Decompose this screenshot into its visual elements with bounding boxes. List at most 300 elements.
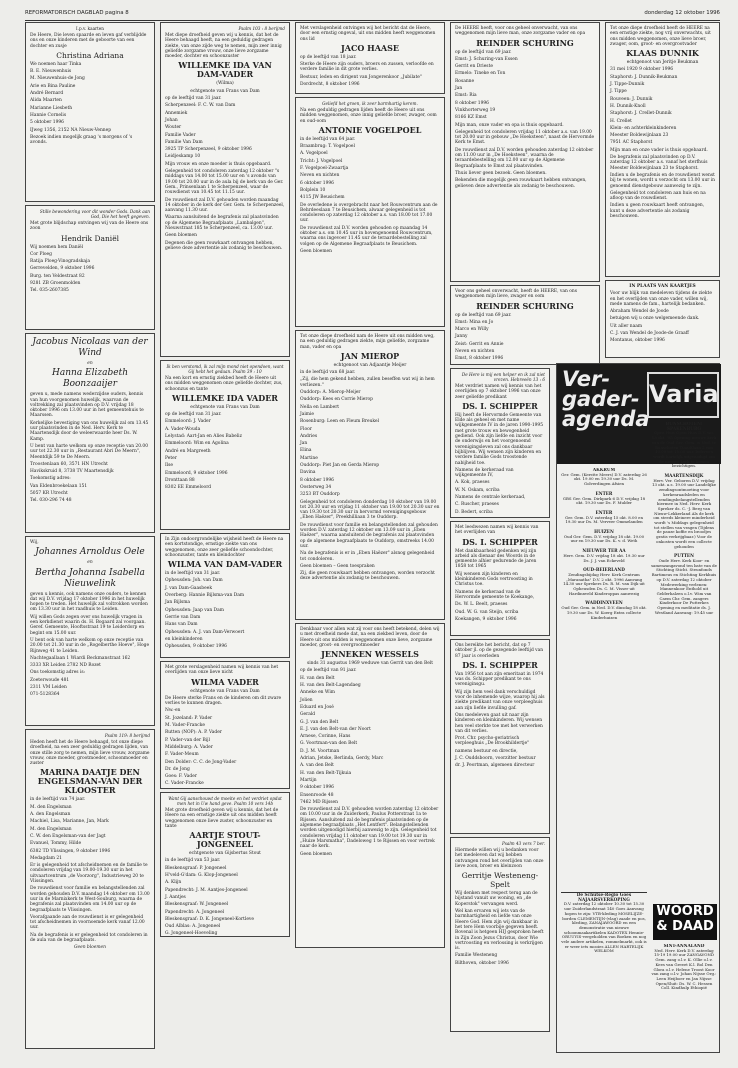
ad-line: Na de begrafenis is er gelegenheid tot condoleren in de aula van de begraafplaats. [30,932,148,944]
agenda-bottom-right [651,944,717,1050]
ad-line: namens bestuur en directie, [455,748,518,754]
ad-line: Overberg: Hannie Bijlsma-van Dam [165,593,245,599]
ad-line: Davina [300,470,316,476]
ad-line: Nachtegaallaan 1 Wiardi Beckmanstraat 162 [30,655,131,661]
ad-line: Gelegenheid tot condoleren vrijdag 11 oktober a.s. van 19.00 tot 20.00 uur in gebouw „De Hoeksteen", naast de Hervormde Kerk te Emst. [455,129,595,146]
ad-line: Alida Maarten [30,98,62,104]
ad-family [165,578,285,642]
ad-line: Floor [300,426,312,432]
ad-line: Er is gelegenheid tot afscheidnemen en de familie te condoleren vrijdag van 19.00-19.30 uur in het uitvaartcentrum „de Voorzorg", Industrieweg 20 te Vlissingen. [30,863,148,885]
ad-name: JENNEKEN WESSELS [321,649,419,660]
ad-line: Mijn vrouw en onze moeder is thuis opgebaard. [165,161,272,167]
ad-line: Rouveen: J. Dunnik [610,96,653,102]
ad-line: geven u, mede namens wederzijdse ouders, kennis van hun voorgenomen huwelijk, waarvan de voltrekking zal plaatsvinden op D.V. vrijdag 18 oktober 1996 om 13.00 uur in het gemeentehuis te Maarssen. [30,392,144,419]
agenda-item-head: HUIZEN [594,529,614,535]
ad-line: Gelegenheid tot condoleren aan huis en na afloop van de rouwdienst. [610,190,706,202]
ad-line: Marco en Willy [455,327,489,333]
ad-line: geven u kennis, ook namens onze ouders, te kennen dat wij D.V. vrijdag 17 oktober 1996 in het huwelijk hopen te treden. Het huwelijk zal voltrokken worden om 13.30 uur in het raadhuis te Leiden. [30,591,148,613]
birth-ad-christina [25,22,155,202]
ad-line: Martijn [300,777,317,783]
woord-en-daad-logo: WOORD & DAAD [653,904,717,940]
ad-line: Zoeterwoude 481 [30,677,70,683]
column-2 [160,22,290,940]
ad-line: De begrafenis zal plaatsvinden op D.V. zaterdag 12 oktober a.s. vanaf het sterfhuis Meester Boldewijnlaan 23 te Staphorst. [610,155,708,171]
ad-line: Gelegenheid tot condoleren zaterdag 12 oktober "s middags van 14.00 tot 15.00 uur en 's avonds van 19.00 tot 20.00 uur in de aula bij de kerk van de Ger. Gem., Prinsenlaan 1 te Scherpenzeel, waar de rouwdienst van 10.45 tot 11.15 uur. [165,169,284,196]
death-ad-dunnik [605,22,720,277]
ad-nickname: We noemen haar Tinka [30,61,82,67]
ad-line: Uit aller naam [610,323,643,329]
ad-name: REINDER SCHURING [476,300,574,311]
ad-line: Gerrevelden, 9 oktober 1996 [30,266,95,272]
ad-family [455,320,595,354]
ad-line: Ensenroode 48 [300,792,334,798]
ad-line: H. Dunnik-Knoll [610,103,646,109]
ad-line: D. J. M. Voortman [300,748,340,754]
ad-line: Emst: Ria [455,93,477,99]
ad-line: Braambrug: T. Vogelpoel [300,144,355,150]
ad-line: Gelegenheid tot condoleren donderdag 10 oktober van 19.00 tot 20.30 uur en vrijdag 11 oktober van 19.00 tot 20.30 uur en van 19.30 tot 20.30 uur in hervormd verenigingsgebouw „Eben Haëzer", Preekhilliaan 3 te Ouddorp. [300,499,440,521]
ad-line: dr. J. Peortman, algemeen directeur [455,763,535,769]
ad-line: Waarna aansluitend de begrafenis zal plaatsvinden op de Algemene Begraafplaats „Lambalgen", Nieuwstraat 185 te Scherpenzeel, ca. 13.00 uur. [165,215,279,232]
ad-line: St. Jozeland: P. Vader [165,715,213,721]
ad-name: DS. I. SCHIPPER [462,400,538,411]
agenda-item-head: ENTER [595,490,613,496]
ad-name: MARINA DAATJE DEN ENGELSMAN-VAN DER KLOOSTER [37,767,143,796]
ad-lines [30,392,150,503]
ad-line: Evanuel, Tommy, Hilde [30,841,82,847]
agenda-item-body: Oude Herv. Kerk Koor- en samenzangavond ten bate van de Stichting Sticht. Steunfonds Bartimeus en Stichting Kerkhuis op D.V. zaterdag 12 oktober Medewerking verlenen: Mannenkoor Enthold uit Gelderhalzen o.l.v. Wim van Caem Chr. Gem. zangers Kinderkoor De Putterkes Opening en meditatie ds. J. Westland Aanvang: 19.45 uur [651,557,717,615]
ad-line: Ons medeleven gaat uit naar zijn kinderen en kleinkinderen. Wij wensen hen veel sterkte toe met het verwerken van dit verlies. [455,712,543,734]
ad-intro: De Heere, Die leven spaarde en leven gaf verblijdde ons en onze kinderen met de geboorte van een dochter en zusje [30,33,147,49]
ad-verse: De Here is mij een helper en ik zal niet vrezen. Hebreeën 13 : 6 [461,372,545,382]
page-header [25,8,720,21]
ad-name: WILLEMKE IDA VAN DAM-VADER [178,60,272,80]
agenda-item-body: Zendingsbijdag Herv. Kerk Centrum „Maranatha" D.V. 2 okt. 1996 Aanvang 14.30 uur Sprekers Ds. R. M. van Dijk uit Opheusden Ds. C. M. Visser uit Hardinxveld Kinderoppas aanwezig [563,571,645,596]
ad-line: G. J. van den Belt [300,719,339,725]
ad-name: DS. I. SCHIPPER [462,536,538,547]
ad-line: Geen bloemen [165,233,197,239]
ad-line: Opheusden: Joh. van Dam [165,578,223,584]
ad-line: 8302 EE Emmeloord [165,485,212,491]
ad-top-line: Wij, [30,540,39,545]
and-text: en [87,361,93,366]
ad-line: H'veld-G'dam: G. Klop-Jongeneel [165,873,238,879]
agenda-left-column [561,468,647,888]
ad-line: 7951 AC Staphorst [610,140,653,146]
ad-line: Thuis liever geen bezoek. Geen bloemen. [455,170,547,176]
ad-line: A. Vogelpoel [300,151,328,157]
ad-name: KLAAS DUNNIK [626,48,699,59]
ad-line: 9281 ZB Groenmolden [30,281,81,287]
death-ad-stout-jongeneel [160,792,290,937]
ad-intro: Ons bereikte het bericht, dat op 7 oktober jl. op de gezegende leeftijd van 87 jaar is overleden [455,643,544,659]
wedding-ad-oele [25,536,155,726]
ad-age: op de leeftijd van 18 jaar. [300,54,357,60]
agenda-item-body: Ned. Herv. Kerk D.V. zaterdag 15-19 19.00 uur ZANGAVOND Gem. zang o.l.v. K. Ollie o.l.v. Kees van Greeet K.l. Bol Den Glora o.l.v. Helene Troost Koor van zang o.l.v. Johan Nijsse Org.: Leen Heijboer en Jan Nijsse Open/Sluit: Ds. W. C. Hessen Coll. Kindhulp Ethiopië [651,947,717,991]
ad-line: Janny [455,334,468,340]
ad-line: Geen bloemen [300,851,332,857]
ad-age: 31 mei 1920 9 oktober 1996 [610,67,674,73]
ad-line: Peter [165,455,177,461]
agenda-title: Ver-gader-agenda [562,367,650,431]
agenda-item-head: BUNSCHOTEN/ SPAKENBURG [665,422,703,431]
ad-line: Jaimie [300,411,314,417]
ad-footer: Geen bloemen [74,945,106,951]
agenda-item-body: Ger. Gem. (Kerstte Meers) D.V. zaterdag 26 okt. 19.00 en 19.30 uur Ds. M. Golverdingen Afsien [561,471,647,487]
ad-line: Eduard en José [300,704,334,710]
ad-line: Bilthoven, oktober 1996 [455,960,509,966]
ad-line: Meester Boldewijnlaan 23 [610,133,669,139]
death-ad-willemke-vader [160,360,290,530]
ad-line: Adrian, Jetske, Berlinda, Gerdy, Marc [300,756,384,762]
ad-place: Emst, 8 oktober 1996 [455,356,504,362]
agenda-item-head: NIEUWER TER AA [582,548,626,554]
ad-name: WILMA VADER [191,676,259,687]
agenda-item [651,474,717,549]
agenda-item [651,422,717,469]
birth-ad-hendrik [25,205,155,330]
ad-line: De rouwdienst voor familie en belangstellenden zal gehouden worden D.V. zaterdag 12 oktober om 13.09 uur in „Eben Haëzer", waarna aansluitend de begrafenis zal plaatsvinden op de algemene begraafplaats te Ouddorp, omstreeks 14.00 uur. [300,522,438,549]
agenda-bottom-left [561,892,647,1051]
bride-name: Hanna Elizabeth Boonzaaijer [52,368,128,390]
ad-line: Gerrie van Dam [165,614,201,620]
ad-intro: Tot onze diepe droefheid heeft de HEERE na een ernstige ziekte, nog vrij onverwachts, uit ons midden weggenomen, onze lieve broer, zwager, oom, groot- en overgrootvader [610,26,711,47]
ad-name: DS. I. SCHIPPER [462,659,538,670]
ad-line: Andries [300,433,318,439]
agenda-item-body: Open Huis Open Huis D.V. wo. 13 okt. '95 Opening nieuwe kerk van de Oud Ger. Gem. in Ned. te Bunschoten Tuindtlaan 2 van 10.00 tot 15.00 uur. Iedereen wordt hartelijk uitgenodigd om de nieuwe kerk te komen bezichtigen. [651,430,717,469]
column-4-lower [450,368,550,1035]
ad-line: Neven en nichten [455,349,495,355]
ad-line: Arnese, Corinne, Hans [300,734,351,740]
ad-line: Ermelo: Tineke en Ton [455,71,506,77]
ad-age: in de leeftijd van 68 jaar. [300,370,356,376]
ad-line: A. Vader-Wouda [165,426,201,432]
ad-line: Jolien [300,697,313,703]
agenda-item-head: SINT-ANNALAND [663,944,705,948]
ad-family [300,144,440,178]
ad-line: Sterke de Heere zijn ouders, broers en zussen, verloofde en verdere familie in dit grote verlies. [300,62,434,73]
ad-line: M. den Engelsman [30,804,72,810]
ad-intro: Met diepe droefheid geven wij u kennis, dat het de Heere behaagd heeft, na een geduldig gedragen ziekte, van onze zijde weg te nemen, mijn zeer innig geliefde zorgzame vrouw, onze lieve zorgzame moeder, dochter en schoonzuster [165,33,282,60]
ad-age: op de leeftijd van 69 jaar. [455,49,512,55]
ad-line: Jan Bijlsma [165,600,191,606]
ad-line: Opheusden: A. J. van Dam-Verwoert [165,629,245,635]
agenda-item-head: ENTER [595,509,613,515]
ad-line: M. Nieuwenhuis-de Jong [30,76,85,82]
ad-line: Den Dolder: C. C. de Jong-Vader [165,759,237,765]
ad-line: M. Vader-Francke [165,723,205,729]
agenda-item-head: OUD-BEIERLAND [583,567,625,573]
ad-line [455,517,545,518]
ad-line: B. E. Nieuwenhuis [30,69,72,75]
header-right: donderdag 12 oktober 1996 [644,10,720,16]
ad-line: W. N. Oskam, scriba [455,487,500,493]
ad-line: en kleinkinderen [165,636,203,642]
ad-line: A. Kok, praeses [455,480,490,486]
ad-line: H. van den Belt-Tijkuia [300,770,352,776]
ad-line: Ouddorp: Piet Jan en Gerda Mierop [300,463,380,469]
agenda-item-body: Oud Ger. Gem. in Ned. D.V. dinsdag 18 okt. 19.30 uur Ds. W. Koerg Extra collecte Kinderhuizen [561,605,647,620]
ad-line: Bleskensgraaf: D. K. Jongeneel-Kortleve [165,916,254,922]
ad-line: Opheusden: Jaap van Dam [165,607,224,613]
agenda-item-body: Herv. Ver. Geboren D.V. vrijdag 13 okt. a.s. 19.00 uur Landelijke zendingsontmoeting voor kerkenraadsleden en zendingsbelangstellenden hiermee in Ned. Herv. Kerk Spreker ds. C. -J. Berg van Nieuw-Lekkerland Als de kerk om steeds kleinere minderheid wordt 's Middags gelegenheid tot stellen van vragen (Tijdens de pauze koffie en broodjes gratis verkrijgbaar.) Voor de onkosten wordt een collecte gehouden [652,477,716,549]
ad-line: Elina [300,448,312,454]
ad-line: Machiel, Lisa, Marianne, Jan, Mark [30,819,109,825]
agenda-item [561,511,647,525]
ad-line: Indien u de begrafenis en de rouwdienst wenst bij te wonen, wordt u verzocht om 13.00 uur in genoemd dienstgebouw aanwezig te zijn. [610,172,716,189]
ad-line: 9 oktober 1996 [300,785,334,791]
ad-line: G. Voortman-van den Belt [300,741,358,747]
ad-line: Familie Van Dam [165,139,203,145]
ad-lines [455,413,545,518]
ad-line: Staphorst: J. Dunnik-Beukman [610,74,678,80]
ad-lines [610,133,715,219]
ad-line: 8 oktober 1996 [300,477,334,483]
ad-line: Prot. Chr. psycho-geriatrisch verpleeghuis „De Brookhildertje" [455,736,530,747]
ad-line: E. J. van den Belt-van der Noort [300,726,371,732]
ad-line: 8 oktober 1996 [455,100,489,106]
ad-family [165,419,285,490]
death-ad-wilma-vader [160,661,290,789]
agenda-item-body: Ger. Gem. D.V. zaterdag 15 okt. 8.00 en 19.30 uur Ds. M. Verveer Ommelanden [565,514,643,525]
ad-line: Ouddorp: A. Mierop-Meijer [300,390,361,396]
ad-age: op de leeftijd van 91 jaar. [300,668,357,674]
ad-line: Kerkelijke bevestiging van ons huwelijk zal om 13.45 uur plaatsvinden in de Ned. Herv. Kerk te Maartensdijk door de weleerwaarde heer Ds. W. Kamp. [30,420,149,442]
ad-line: H. van den Belt-Lagendaeg [300,683,361,689]
ad-line: Scherpenzeel: F. C. W. van Dam [165,103,236,109]
ad-name: Christina Adriana [56,50,124,60]
ad-line: Goes: F. Vader [165,774,197,780]
wedding-ad-van-der-wind [25,333,155,533]
column-4 [450,22,600,368]
agenda-item [561,530,647,544]
ad-line: Mijn man, onze vader en opa is thuis opgebaard. [455,122,564,128]
ad-verse: Geliefd het groen, ik zeer barmhartig kerem. [322,101,418,106]
ad-verse: Ik ben verstomd, ik zal mijn mond niet opendoen, want Gij hebt het gedaan. Psalm 39 : 10 [166,364,284,374]
ad-age: in de leeftijd van 74 jaar. [30,797,86,803]
ad-line: Oud Alblas: A. Jongeneel [165,924,221,930]
ad-lines [455,549,545,623]
ad-family [30,805,150,847]
agenda-item-head: De Schutse-Regio Goes NAJAARSVERKOPING [576,892,632,902]
ad-line: Wij willen Gods zegen over ons huwelijk vragen in een kerkdienst waarin ds. H. Bogaard zal voorgaan. Geref. Gemeente, Hooftsstraat 19 te Leiderdorp en begint om 15.00 uur. [30,614,146,636]
death-ad-van-dam-vader [160,22,290,357]
ad-name: Gerritje Westeneng-Spelt [461,871,539,890]
ad-age: op de leeftijd van 31 jaar. [165,412,222,418]
ad-line: G. Jongeneel-Hoeveling [165,931,218,937]
ad-line: Dordrecht, 8 oktober 1996 [300,82,360,88]
ad-spouse: echtgenote van Gijsbertus Stout [189,851,261,857]
ad-intro: Voor uw blijk van medeleven tijdens de ziekte en het overlijden van onze vader, willen wij, mede namens de fam., hartelijk bedanken. [610,291,712,307]
ad-line: Neven en nichten [300,173,340,179]
ad-line: Jan [455,86,463,92]
ad-line: betuigen wij u onze welgemeende dank. [610,316,700,322]
ad-line: Papendrecht: A. Jongeneel [165,909,225,915]
ad-line: 3253 BT Ouddorp [300,492,340,498]
ad-line: Dronttaan 88 [165,477,195,483]
ad-line: A. den Engelsman [30,812,71,818]
ad-line: Gerrit en Drieste [455,64,493,70]
ad-line: Na de begrafenis is er in „Eben Haëzer" alsnog gelegenheid tot condoleren. [300,551,435,562]
ad-family [455,57,595,99]
ad-age: in de leeftijd van 64 jaar. [300,136,356,142]
ad-line: Familie Westeneng [455,953,498,959]
ad-lines [455,101,595,189]
ad-line: Havikskruid 8, 3738 TV Maartensdijk [30,469,114,475]
ad-nickname: (Wilma) [216,81,234,87]
ad-line: Emst: Mina en Jo [455,319,494,325]
ad-line: André en Margreeth [165,448,211,454]
ad-line: Hij heeft de Hervormde Gemeente van Elde als geheel en met name wijkgemeente IV in de jaren 1990-1995 met grote trouw en bewogenheid gediend. Ook zijn liefde en inzicht voor de onderwijs en het voorgenoemd verenigingsleven zal ons dankbaar bijblijven. Wij wensen zijn kinderen en verdere familie Gods troostende nabijheid toe. [455,412,544,466]
ad-line: André Bernard [30,91,64,97]
ad-place: Opheusden, 9 oktober 1996 [165,644,227,650]
column-5 [605,22,720,361]
ad-line: Arie en Bina Pauline [30,83,76,89]
ad-line: Bestuur, leden en dirigent van Jongerenkoor „Jubilate" [300,74,422,80]
ad-intro: Na een kort en ernstig ziekbed heeft de Heere uit ons midden weggenomen onze geliefde dochter, zus, schoonzus en tante [165,376,283,392]
ad-line: J. van Dam-Gaasbeek [165,585,212,591]
ad-line: Middelburg: A. Vader [165,744,213,750]
ad-line: De Heere sterke Frans en de kinderen om dit zware verlies te kunnen dragen. [165,695,282,707]
ad-intro: Denkbaar voor allen wat zij voor ons heeft betekend, delen wij u met droefheid mede dat, na een ziekbed leven, door de Heere uit ons midden is weggenomen onze lieve, zorgzame moeder, groot- en overgrootmoeder [300,627,440,648]
agenda-item [561,468,647,487]
thanks-ad-westeneng [450,837,550,1032]
death-ad-schipper-verpleeghuis [450,639,550,834]
ad-line: De rouwdienst zal D.V. worden gehouden zaterdag 12 oktober om 11.00 uur in „De Hoeksteen", waarna de teraardebestelling om 12.00 uur op de Algemene Begraafplaats te Emst zal plaatsvinden. [455,147,594,169]
death-ad-den-engelsman [25,729,155,1049]
agenda-item [561,568,647,596]
ad-line: Hans van Dam [165,622,198,628]
agenda-item-body: Oud Ger. Gem. D.V. vrijdag 18 okt. 19.00 uur en 19.30 uur Ds. K. v. d. Weth [563,533,645,544]
column-1 [25,22,155,1052]
ad-intro: Hiermede willen wij u bedanken voor het medeleven dat wij hebben ontvangen rond het overlijden van onze lieve zoon, broer en kleinzoon [455,848,544,869]
ad-line: Emmeloord: Wim en Agolina [165,441,229,447]
ad-line: Johan [165,117,178,123]
agenda-item-body: D.V. zaterdag 12 oktober 10.30 tot 15.30 uur Zuiderlandstraat 140 Goes Aanvang hopen te zijn: VTB-kleding MOSELIJZE-borden CLEMENTIJN-(vlag) zaade en pos, kleding, ZANAJAWOORD en een demonstratie van nieuwe schoonmaakartikelen KADOTEX Hennie-ORUUYIS-vergeholden van Boeken en nog vele andere artikelen, rommelmarkt, ook is er weer iets mooies ALLEN HARTELIJK WELKOM [561,901,647,954]
ad-line: De rouwdienst zal D.V. gehouden worden zaterdag 12 oktober om 10.00 uur in de Zuiderkerk, Paulus Potterstraat 1a te Rijssen. Aansluitend zal de begrafenis plaatsvinden op de algemene begraafplaats „Het Lentfert". Belangstellenden worden uitgenodigd hierbij aanwezig te zijn. Gelegenheid tot condoleren vrijdag 11 oktober van 19.00 tot 19.30 uur in „Huize Marsmatha", Dadeloweg 1 te Rijssen en voor vertrek naar de kerk. [300,807,439,850]
ad-line: Rutten (NOP): A. P. Vader [165,730,222,736]
ad-lines [300,181,440,255]
ad-lines [300,377,440,581]
death-ad-wilma-van-dam [160,533,290,658]
ad-line: Namens de kerkeraad van de Hervormde gemeente te Koekange, [455,589,535,600]
ad-line: Troostenlaan 60, 3571 HN Utrecht [30,461,108,467]
ad-intro: Tot onze diepe droefheid nam de Heere uit ons midden weg, na een geduldig gedragen ziekte, mijn geliefde, zorgzame man, vader en opa [300,334,435,350]
ad-line: Papendrecht: J. M. Aantjes-Jongeneel [165,887,248,893]
death-ad-jan-mierop [295,330,445,620]
ad-intro: Met grote blijdschap ontvingen wij van de Heere ons zoon [30,221,149,232]
agenda-item-body: Herv. Gem. D.V. vrijdag 18 okt. 19.30 uur Ds. J. J. van Eckeveld [563,552,645,563]
agenda-item-head: MAARTENSDIJK [664,473,704,479]
ad-line: Wel kan ervaren wij iets van de barmhartigheid en liefde van onze Heere God. Hem zijn wij dankbaar in het tere Hem voorbije gegeven heeft. Bovenal is hetgeen HIJ gesproken heeft in Zijn Zoon Jezus Christus, door Wie vertroosting en verlossing is verkrijgen is. [455,909,544,952]
death-ad-schipper-ede [450,368,550,518]
ad-age: op de leeftijd van 31 jaar. [165,96,222,102]
ad-line: Abraham Wendel de Joode [610,309,669,315]
ad-line: C. Vader-Francke [165,781,204,787]
ad-line: Nella en Lambert [300,404,340,410]
ad-line: C. W. den Engelsman-van der Jagt [30,833,106,839]
ad-lines [165,696,285,789]
thanks-ad-de-joode [605,280,720,358]
ad-name: ANTONIE VOGELPOEL [318,124,422,135]
ad-spouse: echtgenoot van Jeritje Beukman [626,60,699,66]
ad-line: J. Aantjes [165,894,186,900]
ad-line: Geen bloemen – Geen toespraken [300,563,375,569]
ad-spouse: echtgenote van Frans van Dam [190,688,260,694]
ad-verse: Psalm 103 : 8 berijmd [238,26,285,31]
ad-line: 6 oktober 1996 [300,180,334,186]
ad-line: Oosterweg 34 [300,484,332,490]
ad-line: Lelystad: Aart-Jan en Alies Babeliz [165,434,242,440]
death-ad-jaco-haase [295,22,445,94]
ad-line: A. Klijn [165,880,182,886]
ad-line: F. Vogelpoel-Zwaartja [300,166,349,172]
ad-line: Met dankbaarheid gedenken wij zijn arbeid als dienaar des Woords in de gemeente alhier gedurende de jaren 1858 tot 1965 [455,548,537,570]
ad-line: Degenen die geen rouwkaart ontvangen hebben, gelieve deze advertentie als zodanig te beschouwen. [165,240,283,251]
ad-line: H. Crellet [610,118,632,124]
ad-name: JACO HAASE [341,42,399,53]
ad-lines [30,69,150,145]
ad-title: IN PLAATS VAN KAARTJES [629,284,696,289]
ad-intro: Voor ons geheel onverwacht, heeft de HEERE, van ons weggenomen mijn lieve, zwager en oom [455,289,577,300]
death-ad-wessels [295,623,445,948]
ad-line: IJweg 1356, 2152 NA Nieuw-Vennep [30,127,112,133]
ad-line: Wij wensen zijn kinderen en kleinkinderen Gods vertroosting in Christus toe. [455,571,533,588]
ad-line: Ratija Ploeg-Vinogradskaja [30,259,90,265]
agenda-item-head: AKKRUM [592,468,616,472]
vergader-agenda [556,363,720,1053]
ad-lines [165,147,285,251]
ad-line: De rouwdienst zal D.V. gehouden worden maandag 14 oktober in de kerk der Ger. Gem. te Scherpenzeel, aanvang 11.30 uur. [165,197,285,214]
ad-family [610,75,715,131]
ad-line: Martine [300,455,318,461]
ad-line: Wij zijn hem veel dank verschuldigd voor de inhemende wijze, waarop hij als ziekte predikant van onze verpleeghuis aan zijn liefde invulling gaf. [455,689,545,711]
ad-line: Zeist: Gerrit en Annie [455,341,504,347]
ad-name: WILLEMKE IDA VADER [172,392,278,403]
groom-name: Jacobus Nicolaas van der Wind [32,337,148,358]
ad-line: 6382 TD Vlissingen, 9 oktober 1996 [30,848,111,854]
ad-name: JAN MIEROP [340,350,400,361]
ad-line: Tel. 030-296 74 48 [30,498,72,504]
ad-family [300,676,440,783]
ad-line: Voorafgaande aan de rouwdienst is er gelegenheid tot afscheidnemen in voornoemde kerk vanaf 12.00 uur. [30,914,145,931]
ad-line: P. Vader-van der Bijl [165,737,210,743]
ad-line: De overledene is overgebracht naar het Rouwcentrum aan de Behrdeeslaan 7 te Beusichem, alwaar gelegenheid is tot condoleren op zaterdag 12 oktober a.s. van 18.00 tot 17.00 uur. [300,202,438,224]
ad-lines [30,592,150,698]
ad-line: Rosanne [455,78,475,84]
agenda-item [561,549,647,563]
ad-age: in de leeftijd van 31 jaar. [165,571,221,577]
ad-line: M. den Engelsman [30,826,72,832]
ad-line: Staphorst: J. Crellet-Dunnik [610,111,672,117]
ad-spouse: echtgenote van Frans van Dam [190,88,260,94]
ad-line: Bolplein 10 [300,187,326,193]
ad-line: Toekomstig adres: [30,476,71,482]
ad-verse: Psalm 43 vers 7 ber. [501,841,545,846]
ad-intro: In Zijn ondoorgrondelijke wijsheid heeft de Heere na een kortstondige, ernstige ziekte van ons weggenomen, onze zeer geliefde schoondochter, schoonzuster, tante en kleindochter [165,537,284,558]
ad-line: Ilse [165,463,173,469]
ad-spouse: echtgenoot van Adjaantje Meijer [333,362,407,368]
ad-family [165,103,285,145]
ad-line: 8166 KZ Emst [455,115,487,121]
ad-line: Marianne Liesbeth [30,105,73,111]
ad-line: 2311 VM Leiden [30,685,67,691]
ad-intro: Met grote droefheid geven wij u kennis, dat het de Heere na een ernstige ziekte uit ons midden heeft weggenomen onze lieve zuster, schoonzuster en tante [165,808,279,829]
ad-verse: Want Gij aanschouwt de moeite en het verdriet opdat men het in Uw hand geve. Psalm 10 vers 14b [168,796,282,806]
death-ad-vogelpoel [295,97,445,327]
ad-line: Ds. W. L. Beelt, praeses [455,602,508,608]
ad-intro: Met grote verslagenheid namen wij kennis van het overlijden van onze lieve nicht [165,665,279,676]
